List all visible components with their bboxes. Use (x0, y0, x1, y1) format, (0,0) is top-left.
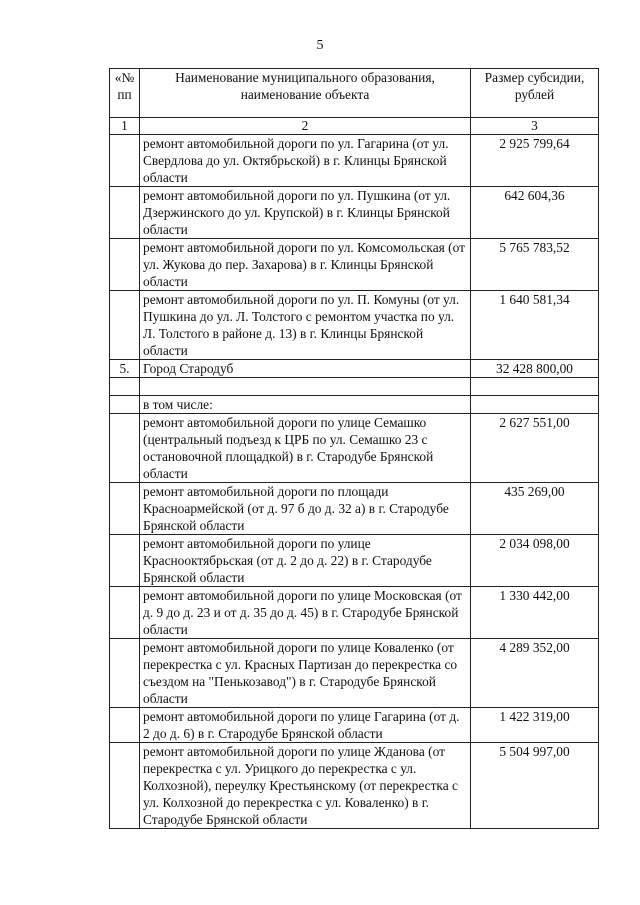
table-row (110, 483, 599, 535)
table-row (110, 639, 599, 708)
table-row (110, 414, 599, 483)
table-row (110, 378, 599, 396)
row-number (110, 135, 140, 187)
subsidy-amount: 4 289 352,00 (471, 639, 599, 708)
section-amount: 32 428 800,00 (471, 360, 599, 378)
subsidy-table (109, 68, 599, 829)
subsidy-amount: 642 604,36 (471, 187, 599, 239)
column-index: 2 (140, 118, 471, 135)
object-name: ремонт автомобильной дороги по улице Коваленко (от перекрестка с ул. Красных Партизан до перекрестка со съездом на "Пенькозавод") в г. Стародубе Брянской области (140, 639, 471, 708)
object-name (140, 378, 471, 396)
row-number (110, 378, 140, 396)
table-header-row (110, 69, 599, 118)
object-name: ремонт автомобильной дороги по улице Семашко (центральный подъезд к ЦРБ по ул. Семашко 23 с остановочной площадкой) в г. Стародубе Брянской области (140, 414, 471, 483)
subsidy-amount: 1 330 442,00 (471, 587, 599, 639)
object-name: ремонт автомобильной дороги по улице Жданова (от перекрестка с ул. Урицкого до перекрестка с ул. Колхозной), переулку Крестьянскому (от перекрестка с ул. Колхозной до перекрестка с ул. Коваленко) в г. Стародубе Брянской области (140, 743, 471, 829)
object-name: ремонт автомобильной дороги по ул. Комсомольская (от ул. Жукова до пер. Захарова) в г. Клинцы Брянской области (140, 239, 471, 291)
object-name: ремонт автомобильной дороги по улице Московская (от д. 9 до д. 23 и от д. 35 до д. 45) в г. Стародубе Брянской области (140, 587, 471, 639)
row-number (110, 414, 140, 483)
subsidy-amount (471, 378, 599, 396)
table-row (110, 743, 599, 829)
object-name: ремонт автомобильной дороги по улице Гагарина (от д. 2 до д. 6) в г. Стародубе Брянской области (140, 708, 471, 743)
row-number (110, 743, 140, 829)
section-number: 5. (110, 360, 140, 378)
table-row (110, 291, 599, 360)
row-number (110, 587, 140, 639)
row-number (110, 396, 140, 414)
row-number (110, 483, 140, 535)
table-row (110, 708, 599, 743)
table-row (110, 587, 599, 639)
row-number (110, 291, 140, 360)
row-number (110, 535, 140, 587)
object-name: ремонт автомобильной дороги по улице Краснооктябрьская (от д. 2 до д. 22) в г. Стародубе Брянской области (140, 535, 471, 587)
object-name: ремонт автомобильной дороги по ул. Гагарина (от ул. Свердлова до ул. Октябрьской) в г. Клинцы Брянской области (140, 135, 471, 187)
column-index: 1 (110, 118, 140, 135)
table-row (110, 135, 599, 187)
section-row (110, 360, 599, 378)
subsidy-amount: 2 925 799,64 (471, 135, 599, 187)
object-name: ремонт автомобильной дороги по ул. П. Комуны (от ул. Пушкина до ул. Л. Толстого с ремонтом участка по ул. Л. Толстого в районе д. 13) в г. Клинцы Брянской области (140, 291, 471, 360)
subsidy-amount: 2 627 551,00 (471, 414, 599, 483)
page-number: 5 (316, 38, 324, 53)
row-number (110, 187, 140, 239)
subsidy-amount: 435 269,00 (471, 483, 599, 535)
subsidy-amount (471, 396, 599, 414)
header-amount: Размер субсидии, рублей (471, 69, 599, 118)
table-row (110, 535, 599, 587)
subsidy-amount: 1 422 319,00 (471, 708, 599, 743)
table-row (110, 239, 599, 291)
including-label: в том числе: (140, 396, 471, 414)
subsidy-amount: 5 765 783,52 (471, 239, 599, 291)
header-name: Наименование муниципального образования, наименование объекта (140, 69, 471, 118)
subsidy-amount: 1 640 581,34 (471, 291, 599, 360)
table-row (110, 187, 599, 239)
subsidy-amount: 2 034 098,00 (471, 535, 599, 587)
table-row (110, 396, 599, 414)
object-name: ремонт автомобильной дороги по площади Красноармейской (от д. 97 б до д. 32 а) в г. Стародубе Брянской области (140, 483, 471, 535)
header-num: «№ пп (110, 69, 140, 118)
section-name: Город Стародуб (140, 360, 471, 378)
column-index-row (110, 118, 599, 135)
row-number (110, 639, 140, 708)
row-number (110, 239, 140, 291)
column-index: 3 (471, 118, 599, 135)
subsidy-amount: 5 504 997,00 (471, 743, 599, 829)
row-number (110, 708, 140, 743)
object-name: ремонт автомобильной дороги по ул. Пушкина (от ул. Дзержинского до ул. Крупской) в г. Клинцы Брянской области (140, 187, 471, 239)
